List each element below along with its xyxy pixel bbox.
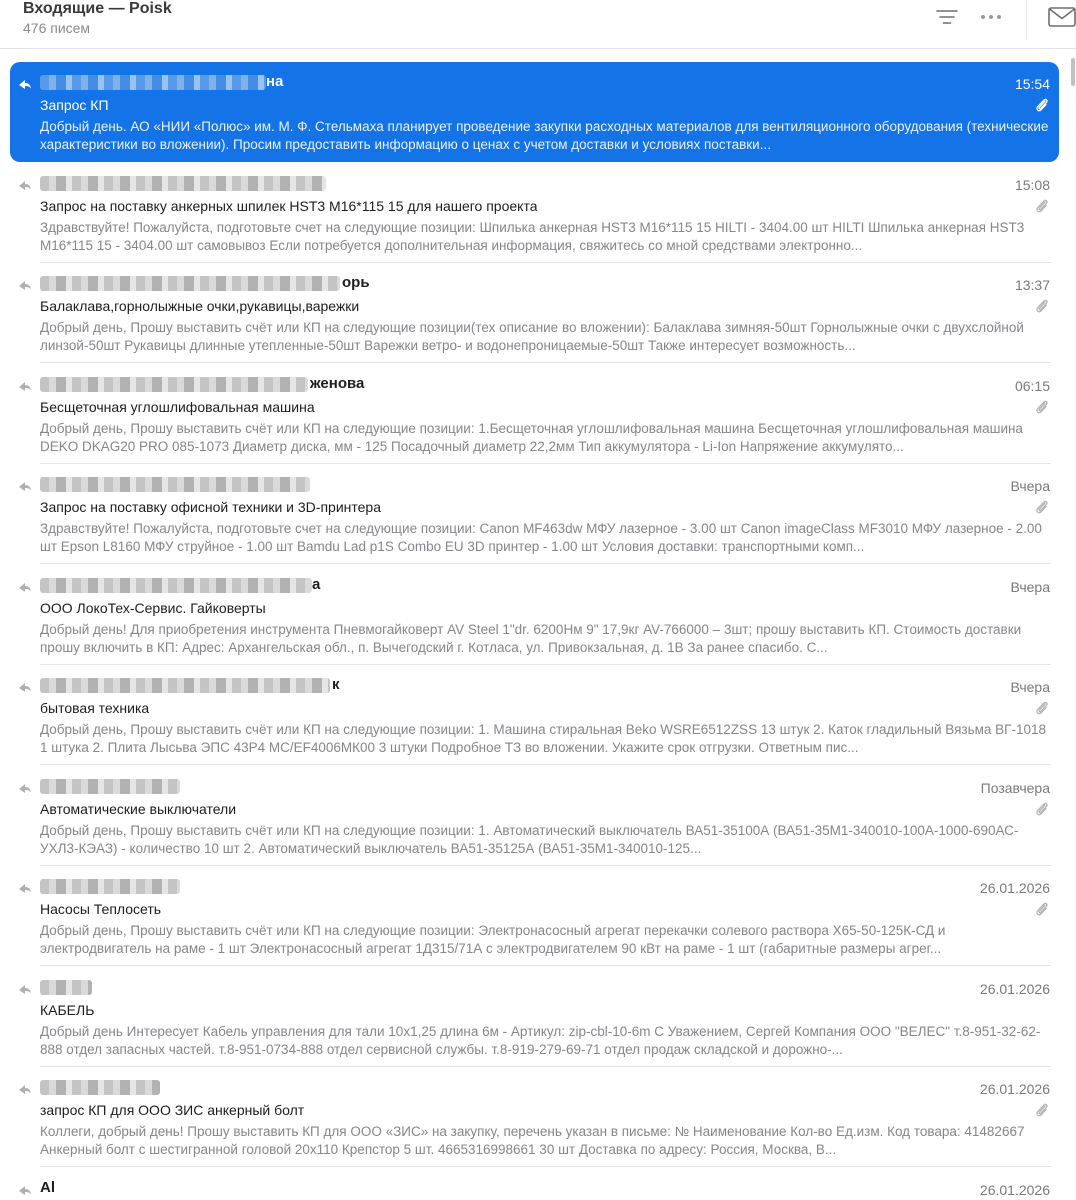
sender-name: женова bbox=[310, 375, 365, 392]
message-subject: Запрос на поставку анкерных шпилек HST3 M16*115 15 для нашего проекта bbox=[40, 198, 538, 214]
paperclip-icon bbox=[1035, 700, 1049, 716]
message-preview: Здравствуйте! Пожалуйста, подготовьте счет на следующие позиции: Canon MF463dw МФУ лазерное - 3.00 шт Canon imageClass MF3010 МФУ лазерное - 2.00 шт Epson L8160 МФУ струйное - 1.00 шт Bamdu Lad p1S Combo EU 3D принтер - 1.00 шт Условия доставки: транспортными комп... bbox=[40, 521, 1042, 554]
reply-arrow-icon bbox=[18, 380, 32, 392]
message-time: 26.01.2026 bbox=[979, 981, 1050, 997]
sender-redacted bbox=[40, 276, 340, 291]
message-row[interactable] bbox=[10, 364, 1059, 464]
message-preview: Здравствуйте! Пожалуйста, подготовьте счет на следующие позиции: Шпилька анкерная HST3 M16*115 15 HILTI - 3404.00 шт HILTI Шпилька анкерная HST3 M16*115 15 - 3404.00 шт самовывоз Если потребуется дополнительная информация, свяжитесь со мной средствами электронно... bbox=[40, 220, 1025, 253]
sender bbox=[40, 576, 640, 596]
sender bbox=[40, 174, 640, 194]
sender-redacted bbox=[40, 1080, 160, 1095]
mailbox-title: Входящие — Poisk bbox=[23, 0, 172, 17]
message-preview: Добрый день. АО «НИИ «Полюс» им. М. Ф. Стельмаха планирует проведение закупки расходных материалов для вентиляционного оборудования (технические характеристики во вложении). Просим предоставить информацию о ценах с учетом доставки и условиях поставки... bbox=[40, 119, 1049, 152]
message-row[interactable] bbox=[10, 766, 1059, 866]
sender-redacted bbox=[40, 779, 180, 794]
message-subject: Запрос на поставку офисной техники и 3D-принтера bbox=[40, 499, 381, 515]
sender bbox=[40, 777, 640, 797]
reply-arrow-icon bbox=[18, 882, 32, 894]
sender-redacted bbox=[40, 678, 330, 693]
message-row[interactable] bbox=[10, 263, 1059, 363]
message-count: 476 писем bbox=[23, 20, 91, 36]
message-subject: Бесщеточная углошлифовальная машина bbox=[40, 399, 315, 415]
filter-icon bbox=[936, 9, 958, 25]
row-divider bbox=[40, 563, 1051, 564]
message-preview: Коллеги, добрый день! Прошу выставить КП для ООО «ЗИС» на закупку, перечень указан в письме: № Наименование Кол-во Ед.изм. Код товара: 41482667 Анкерный болт с шестигранной головой 20х110 Крепстор 5 шт. 4665316998661 30 шт Доставка по адресу: Россия, Москва, В... bbox=[40, 1124, 1025, 1157]
message-subject: ООО ЛокоТех-Сервис. Гайковерты bbox=[40, 600, 266, 616]
reply-arrow-icon bbox=[18, 1083, 32, 1095]
message-row[interactable] bbox=[10, 464, 1059, 564]
message-row[interactable] bbox=[10, 1067, 1059, 1167]
paperclip-icon bbox=[1035, 198, 1049, 214]
sender-redacted bbox=[40, 980, 92, 995]
message-preview: Добрый день, Прошу выставить счёт или КП на следующие позиции: Электронасосный агрегат перекачки солевого раствора Х65-50-125К-СД и электродвигатель на раме - 1 шт Электронасосный агрегат 1Д315/71А с электродвигателем 90 кВт на раме - 1 шт (габаритные размеры агрег... bbox=[40, 923, 946, 956]
sender bbox=[40, 978, 640, 998]
message-row[interactable] bbox=[10, 565, 1059, 665]
paperclip-icon bbox=[1035, 399, 1049, 415]
sender bbox=[40, 475, 640, 495]
mailbox-header bbox=[0, 0, 1076, 49]
message-time: 15:54 bbox=[1014, 76, 1050, 92]
sender-name: Al bbox=[40, 1179, 55, 1196]
message-subject: бытовая техника bbox=[40, 700, 150, 716]
sender bbox=[40, 877, 640, 897]
sender-name: а bbox=[312, 576, 321, 593]
message-row[interactable] bbox=[10, 866, 1059, 966]
message-time: Позавчера bbox=[980, 780, 1050, 796]
sender bbox=[40, 1179, 640, 1199]
message-preview: Добрый день, Прошу выставить счёт или КП на следующие позиции: 1. Машина стиральная Beko WSRE6512ZSS 13 штук 2. Каток гладильный Вязьма ВГ-1018 1 штука 2. Плита Лысьва ЭПС 43Р4 МС/EF4006МК00 3 штуки Подробное ТЗ во вложении. Укажите срок отгрузки. Ответным пис... bbox=[40, 722, 1047, 755]
message-row[interactable] bbox=[10, 665, 1059, 765]
message-row[interactable] bbox=[10, 62, 1059, 162]
sender bbox=[40, 1078, 640, 1098]
message-row[interactable] bbox=[10, 1168, 1059, 1200]
row-divider bbox=[40, 362, 1051, 363]
sender bbox=[40, 676, 640, 696]
message-time: 13:37 bbox=[1014, 277, 1050, 293]
paperclip-icon bbox=[1035, 97, 1049, 113]
paperclip-icon bbox=[1035, 298, 1049, 314]
reply-arrow-icon bbox=[18, 581, 32, 593]
reply-arrow-icon bbox=[18, 681, 32, 693]
message-subject: Балаклава,горнолыжные очки,рукавицы,варежки bbox=[40, 298, 360, 314]
message-subject: запрос КП для ООО ЗИС анкерный болт bbox=[40, 1102, 305, 1118]
message-subject: Насосы Теплосеть bbox=[40, 901, 162, 917]
message-time: Вчера bbox=[1010, 579, 1050, 595]
paperclip-icon bbox=[1035, 499, 1049, 515]
sender-redacted bbox=[40, 477, 310, 492]
sender-redacted bbox=[40, 377, 308, 392]
sender bbox=[40, 73, 640, 93]
envelope-icon bbox=[1047, 6, 1076, 28]
message-subject: КАБЕЛЬ bbox=[40, 1002, 95, 1018]
sender-redacted bbox=[40, 176, 326, 191]
sender-redacted bbox=[40, 578, 312, 593]
message-time: 26.01.2026 bbox=[979, 1182, 1050, 1198]
message-time: 26.01.2026 bbox=[979, 1081, 1050, 1097]
message-time: Вчера bbox=[1010, 679, 1050, 695]
more-icon bbox=[980, 14, 1002, 20]
sender bbox=[40, 274, 640, 294]
sender-name: к bbox=[332, 676, 340, 693]
paperclip-icon bbox=[1035, 1102, 1049, 1118]
sender-redacted bbox=[40, 75, 266, 90]
reply-arrow-icon bbox=[18, 782, 32, 794]
message-preview: Добрый день, Прошу выставить счёт или КП на следующие позиции: 1.Бесщеточная углошлифовальная машина Бесщеточная углошлифовальная машина DEKO DKAG20 PRO 085-1073 Диаметр диска, мм - 125 Посадочный диаметр 22,2мм Тип аккумулятора - Li-Ion Напряжение аккумулято... bbox=[40, 421, 1023, 454]
reply-arrow-icon bbox=[18, 480, 32, 492]
paperclip-icon bbox=[1035, 801, 1049, 817]
message-subject: Запрос КП bbox=[40, 97, 109, 113]
compose-button[interactable] bbox=[1046, 4, 1076, 30]
reply-arrow-icon bbox=[18, 983, 32, 995]
message-subject: Автоматические выключатели bbox=[40, 801, 237, 817]
row-divider bbox=[40, 965, 1051, 966]
sender bbox=[40, 375, 640, 395]
message-time: 26.01.2026 bbox=[979, 880, 1050, 896]
message-time: Вчера bbox=[1010, 478, 1050, 494]
message-time: 15:08 bbox=[1014, 177, 1050, 193]
message-row[interactable] bbox=[10, 163, 1059, 263]
paperclip-icon bbox=[1035, 901, 1049, 917]
scroll-thumb[interactable] bbox=[1071, 58, 1075, 86]
sender-redacted bbox=[40, 879, 180, 894]
filter-button[interactable] bbox=[932, 4, 962, 30]
more-button[interactable] bbox=[976, 4, 1006, 30]
message-preview: Добрый день, Прошу выставить счёт или КП на следующие позиции: 1. Автоматический выключатель ВА51-35100А (ВА51-35М1-340010-100А-1000-690АС-УХЛ3-КЭАЗ) - количество 10 шт 2. Автоматический выключатель ВА51-35125А (ВА51-35М1-340010-125... bbox=[40, 823, 1019, 856]
reply-arrow-icon bbox=[18, 78, 32, 90]
scrollbar[interactable] bbox=[1068, 52, 1076, 1200]
sender-name: орь bbox=[342, 274, 370, 291]
row-divider bbox=[40, 1166, 1051, 1167]
message-row[interactable] bbox=[10, 967, 1059, 1067]
message-preview: Добрый день, Прошу выставить счёт или КП на следующие позиции(тех описание во вложении): Балаклава зимняя-50шт Горнолыжные очки с двухслойной линзой-50шт Рукавицы длинные утепленные-50шт Варежки ветро- и водонепроницаемые-50шт Также интересует возможность... bbox=[40, 320, 1024, 353]
row-divider bbox=[40, 764, 1051, 765]
message-preview: Добрый день! Для приобретения инструмента Пневмогайковерт AV Steel 1"dr. 6200Нм 9" 17,9кг AV-766000 – 3шт; прошу выставить КП. Стоимость доставки прошу включить в КП: Адрес: Архангельская обл., п. Вычегодский г. Котласа, ул. Привокзальная, д. 1В За ранее спасибо. С... bbox=[40, 622, 1022, 655]
reply-arrow-icon bbox=[18, 179, 32, 191]
sender-name: на bbox=[266, 73, 284, 90]
reply-arrow-icon bbox=[18, 279, 32, 291]
reply-arrow-icon bbox=[18, 1184, 32, 1196]
message-preview: Добрый день Интересует Кабель управления для тали 10х1,25 длина 6м - Артикул: zip-cbl-10-6m С Уважением, Сергей Компания ООО "ВЕЛЕС" т.8-951-32-62-888 отдел запасных частей. т.8-951-0734-888 отдел сервисной службы. т.8-919-279-69-71 отдел продаж складской и дорожно-... bbox=[40, 1024, 1041, 1057]
message-time: 06:15 bbox=[1014, 378, 1050, 394]
toolbar-divider bbox=[1026, 0, 1027, 40]
